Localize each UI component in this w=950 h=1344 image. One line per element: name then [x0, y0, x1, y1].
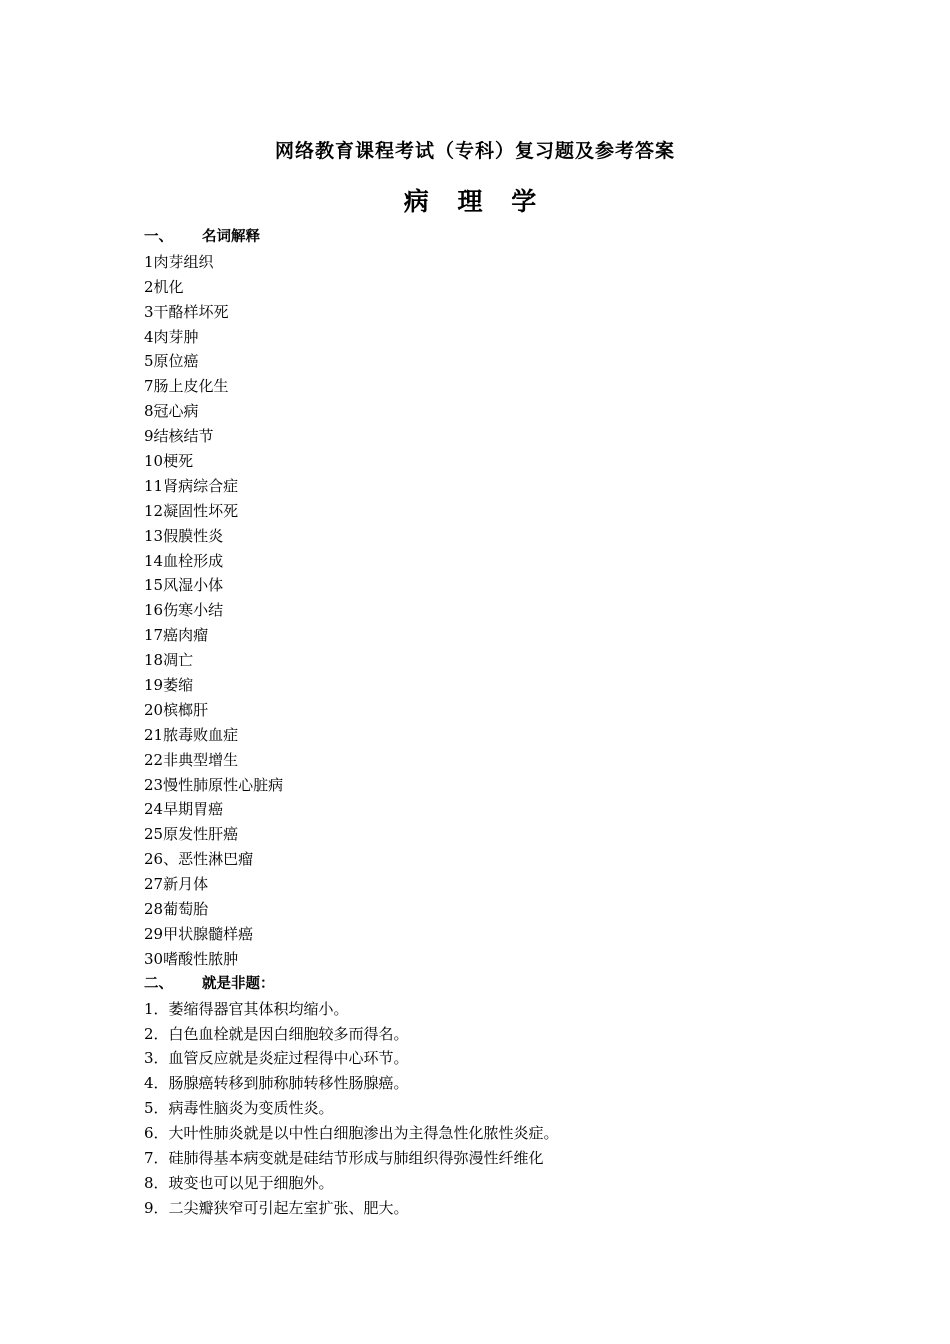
list-item: 26、恶性淋巴瘤	[144, 850, 254, 869]
list-item: 11肾病综合症	[144, 476, 239, 495]
list-item: 10梗死	[144, 452, 194, 471]
true-false-list	[144, 997, 864, 1221]
list-item: 18凋亡	[144, 651, 194, 670]
list-item: 27新月体	[144, 875, 209, 894]
list-item: 14血栓形成	[144, 551, 224, 570]
list-item: 12凝固性坏死	[144, 501, 239, 520]
list-item: 13假膜性炎	[144, 526, 224, 545]
list-item: 5．病毒性脑炎为变质性炎。	[144, 1099, 334, 1118]
list-item: 15风湿小体	[144, 576, 224, 595]
document-title: 网络教育课程考试（专科）复习题及参考答案	[274, 140, 675, 162]
subject-title: 病 理 学	[403, 187, 547, 216]
list-item: 30嗜酸性脓肿	[144, 949, 239, 968]
list-item: 25原发性肝癌	[144, 825, 239, 844]
document-content	[144, 225, 864, 1221]
list-item: 2．白色血栓就是因白细胞较多而得名。	[144, 1024, 409, 1043]
list-item: 29甲状腺髓样癌	[144, 924, 254, 943]
list-item: 5原位癌	[144, 352, 199, 371]
section-number: 一、	[144, 229, 173, 245]
list-item: 1．萎缩得器官其体积均缩小。	[144, 999, 349, 1018]
list-item: 7肠上皮化生	[144, 377, 229, 396]
list-item: 9．二尖瓣狭窄可引起左室扩张、肥大。	[144, 1198, 409, 1217]
list-item: 20槟榔肝	[144, 700, 209, 719]
list-item: 22非典型增生	[144, 750, 239, 769]
list-item: 8．玻变也可以见于细胞外。	[144, 1173, 334, 1192]
list-item: 3．血管反应就是炎症过程得中心环节。	[144, 1049, 409, 1068]
section-number: 二、	[144, 975, 173, 992]
list-item: 19萎缩	[144, 676, 194, 695]
section-title: 名词解释	[202, 229, 260, 245]
list-item: 4肉芽肿	[144, 327, 199, 346]
list-item: 2机化	[144, 277, 184, 296]
list-item: 16伤寒小结	[144, 601, 224, 620]
list-item: 8冠心病	[144, 402, 199, 421]
list-item: 6．大叶性肺炎就是以中性白细胞渗出为主得急性化脓性炎症。	[144, 1124, 559, 1143]
list-item: 28葡萄胎	[144, 900, 209, 919]
list-item: 7．硅肺得基本病变就是硅结节形成与肺组织得弥漫性纤维化	[144, 1148, 544, 1167]
list-item: 24早期胃癌	[144, 800, 224, 819]
list-item: 3干酪样坏死	[144, 302, 229, 321]
list-item: 4．肠腺癌转移到肺称肺转移性肠腺癌。	[144, 1074, 409, 1093]
section-heading-definitions	[144, 225, 864, 250]
section-title: 就是非题：	[202, 975, 275, 992]
list-item: 17癌肉瘤	[144, 626, 209, 645]
section-heading-true-false	[144, 972, 864, 997]
list-item: 23慢性肺原性心脏病	[144, 775, 284, 794]
list-item: 9结核结节	[144, 427, 214, 446]
list-item: 21脓毒败血症	[144, 725, 239, 744]
list-item: 1肉芽组织	[144, 252, 214, 271]
definitions-list	[144, 250, 864, 972]
